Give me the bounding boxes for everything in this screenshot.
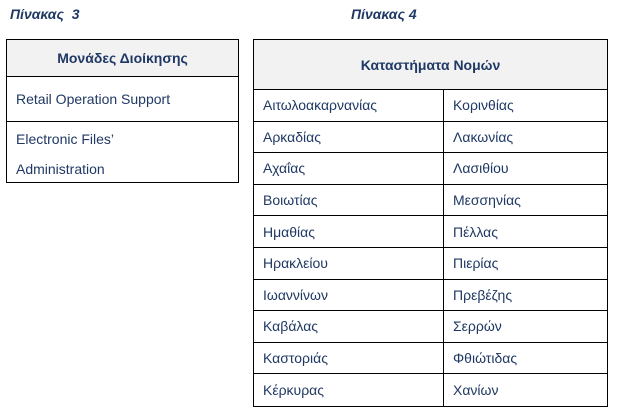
table-cell: Αρκαδίας (254, 122, 444, 153)
table-row (254, 374, 607, 406)
table-row (254, 311, 607, 343)
table-cell: Χανίων (453, 382, 499, 399)
management-units-table (6, 39, 239, 183)
table-row (254, 280, 607, 312)
table-row (254, 153, 607, 185)
table-4-caption: Πίνακας 4 (351, 6, 417, 22)
table-cell: Πέλλας (453, 223, 498, 240)
management-units-header: Μονάδες Διοίκησης (7, 40, 238, 77)
table-cell: Βοιωτίας (254, 185, 444, 216)
table-row (254, 248, 607, 280)
table-cell: Λακωνίας (453, 128, 514, 145)
prefecture-stores-table (253, 39, 608, 407)
table-cell: Retail Operation Support (16, 91, 171, 107)
table-cell: Σερρών (453, 318, 502, 335)
table-row (254, 343, 607, 375)
table-cell: Φθιώτιδας (453, 350, 518, 367)
table-row (254, 185, 607, 217)
table-cell: Καβάλας (254, 311, 444, 342)
table-row (254, 90, 607, 122)
table-cell: Ηρακλείου (254, 248, 444, 279)
table-row (7, 122, 238, 182)
table-cell: Ιωαννίνων (254, 280, 444, 311)
table-cell: Αχαΐας (254, 153, 444, 184)
table-cell-line: Electronic Files’ (16, 131, 115, 147)
table-cell: Πρεβέζης (453, 286, 513, 303)
table-row (254, 216, 607, 248)
table-cell: Μεσσηνίας (453, 192, 521, 209)
table-cell-line: Administration (16, 161, 105, 177)
table-cell: Κέρκυρας (254, 374, 444, 406)
table-3-caption: Πίνακας 3 (10, 6, 80, 22)
table-row (254, 122, 607, 154)
table-row (7, 77, 238, 122)
table-cell: Καστοριάς (254, 343, 444, 374)
table-cell: Αιτωλοακαρνανίας (254, 90, 444, 121)
prefecture-stores-header: Καταστήματα Νομών (254, 40, 607, 90)
table-cell: Πιερίας (453, 255, 499, 272)
table-cell: Ημαθίας (254, 216, 444, 247)
table-cell: Κορινθίας (453, 97, 514, 114)
table-cell: Λασιθίου (453, 160, 509, 177)
